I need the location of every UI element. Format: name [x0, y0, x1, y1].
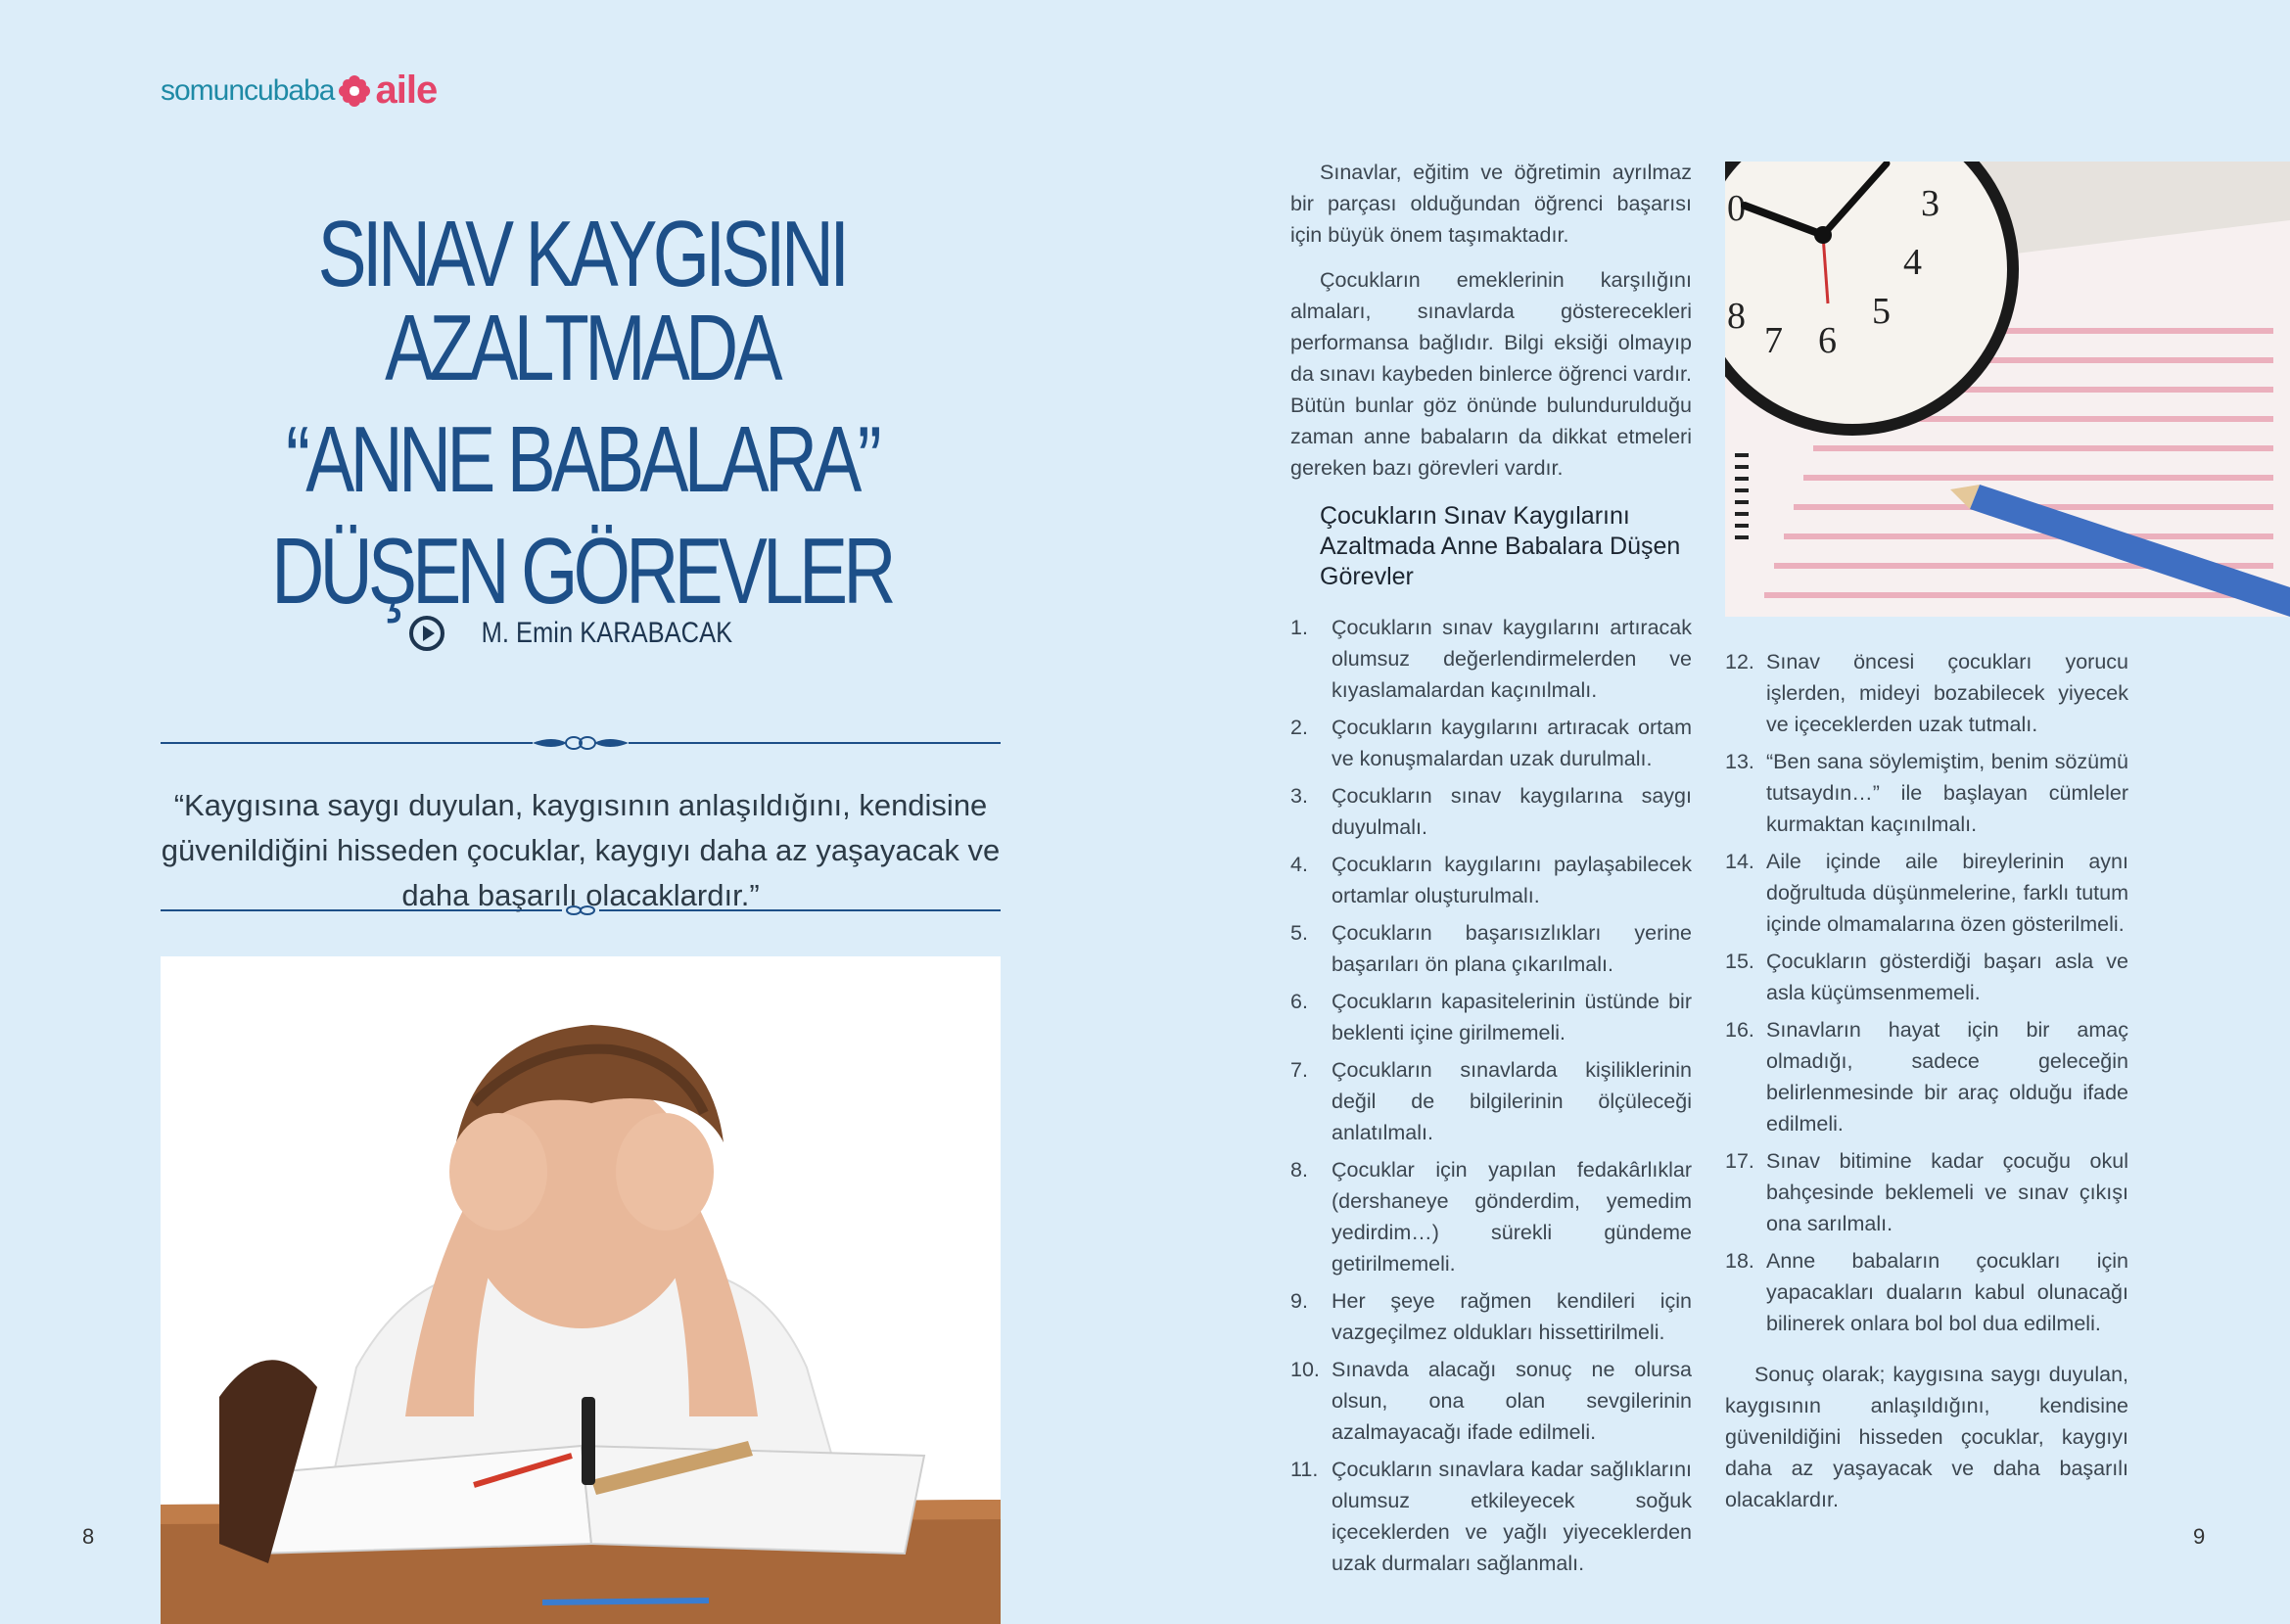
list-item-number: 7. — [1290, 1058, 1308, 1082]
list-item-text: “Ben sana söylemiştim, benim sözümü tutsaydın…” ile başlayan cümleler kurmaktan kaçınılmalı. — [1766, 750, 2128, 836]
pull-quote: “Kaygısına saygı duyulan, kaygısının anlaşıldığını, kendisine güvenildiğini hisseden çocuklar, kaygıyı daha az yaşayacak ve daha başarılı olacaklardır.” — [161, 788, 1001, 912]
list-item-text: Sınav öncesi çocukları yorucu işlerden, mideyi bozabilecek yiyecek ve içeceklerden uzak tutmalı. — [1766, 650, 2128, 736]
clock-number-7: 7 — [1764, 320, 1783, 361]
list-item — [1725, 946, 2128, 1008]
clock-exam-sheet-photo — [1725, 162, 2290, 617]
list-item-text: Çocukların başarısızlıkları yerine başarıları ön plana çıkarılmalı. — [1332, 921, 1692, 976]
list-item-number: 10. — [1290, 1358, 1320, 1381]
author-name: M. Emin KARABACAK — [481, 617, 733, 649]
list-item-number: 2. — [1290, 716, 1308, 739]
list-item-text: Sınavların hayat için bir amaç olmadığı, sadece geleceğin belirlenmesinde bir araç olduğu ifade edilmeli. — [1766, 1018, 2128, 1136]
list-item-number: 17. — [1725, 1149, 1754, 1173]
page-number-left: 8 — [82, 1524, 95, 1549]
list-item-number: 18. — [1725, 1249, 1754, 1273]
list-item — [1290, 1154, 1692, 1279]
flower-icon — [338, 74, 371, 108]
list-item-number: 13. — [1725, 750, 1754, 773]
list-item — [1725, 1014, 2128, 1139]
ornament-divider-top — [161, 733, 1001, 753]
list-item-text: Her şeye rağmen kendileri için vazgeçilmez oldukları hissettirilmeli. — [1332, 1289, 1692, 1344]
list-item-number: 1. — [1290, 616, 1308, 639]
list-item — [1725, 1145, 2128, 1239]
list-item-text: Çocukların sınavlara kadar sağlıklarını olumsuz etkileyecek soğuk içeceklerden ve yağlı yiyeceklerden uzak durmaları sağlanmalı. — [1332, 1458, 1692, 1575]
article-title — [161, 202, 1003, 636]
list-item — [1290, 1354, 1692, 1448]
list-item — [1290, 917, 1692, 980]
list-item-number: 4. — [1290, 853, 1308, 876]
list-item-text: Çocukların gösterdiği başarı asla ve asla küçümsenmemeli. — [1766, 950, 2128, 1004]
ornament-divider-bottom — [161, 901, 1001, 920]
intro-paragraph-2: Çocukların emeklerinin karşılığını almaları, sınavlarda gösterecekleri performansa bağlıdır. Bilgi eksiği olmayıp da sınavı kaybeden binlerce öğrenci vardır. Bütün bunlar göz önünde bulundurulduğu zaman anne babaların da dikkat etmeleri gereken bazı görevleri vardır. — [1290, 268, 1692, 480]
list-item-number: 3. — [1290, 784, 1308, 808]
play-circle-icon — [408, 615, 445, 652]
list-item-number: 12. — [1725, 650, 1754, 673]
list-item — [1290, 849, 1692, 911]
stressed-student-photo — [161, 956, 1001, 1624]
clock-number-5: 5 — [1872, 291, 1891, 332]
task-list-left — [1290, 612, 1692, 1579]
list-item — [1290, 712, 1692, 774]
title-line-1: SINAV KAYGISINI AZALTMADA — [317, 202, 846, 400]
list-item-text: Anne babaların çocukları için yapacakları duaların kabul olunacağı bilinerek onlara bol bol dua edilmeli. — [1766, 1249, 2128, 1335]
list-item — [1725, 746, 2128, 840]
section-subheading: Çocukların Sınav Kaygılarını Azaltmada Anne Babalara Düşen Görevler — [1320, 502, 1681, 590]
list-item-text: Çocukların sınavlarda kişiliklerinin değil de bilgilerinin ölçüleceği anlatılmalı. — [1332, 1058, 1692, 1144]
task-list-right — [1725, 646, 2128, 1339]
author-byline — [161, 615, 1003, 652]
list-item-text: Çocukların kapasitelerinin üstünde bir beklenti içine girilmemeli. — [1332, 990, 1692, 1044]
list-item-text: Çocukların sınav kaygılarına saygı duyulmalı. — [1332, 784, 1692, 839]
title-line-2: “ANNE BABALARA” — [286, 407, 877, 512]
page-number-right: 9 — [2193, 1524, 2206, 1549]
title-line-3: DÜŞEN GÖREVLER — [271, 519, 892, 624]
clock-number-0: 0 — [1727, 188, 1746, 229]
list-item-text: Çocukların sınav kaygılarını artıracak olumsuz değerlendirmelerden ve kıyaslamalardan kaçınılmalı. — [1332, 616, 1692, 702]
list-item — [1290, 1454, 1692, 1579]
list-item — [1290, 986, 1692, 1048]
list-item — [1290, 1054, 1692, 1148]
intro-paragraph-1: Sınavlar, eğitim ve öğretimin ayrılmaz bir parçası olduğundan öğrenci başarısı için büyük önem taşımaktadır. — [1290, 161, 1692, 247]
list-item — [1725, 1245, 2128, 1339]
list-item-number: 11. — [1290, 1458, 1319, 1481]
text-column-right — [1725, 646, 2128, 1529]
clock-number-6: 6 — [1818, 320, 1837, 361]
list-item-text: Çocukların kaygılarını paylaşabilecek ortamlar oluşturulmalı. — [1332, 853, 1692, 907]
list-item-text: Sınavda alacağı sonuç ne olursa olsun, ona olan sevgilerinin azalmayacağı ifade edilmeli. — [1332, 1358, 1692, 1444]
clock-number-8: 8 — [1727, 296, 1746, 337]
list-item — [1725, 846, 2128, 940]
list-item — [1725, 646, 2128, 740]
list-item-number: 16. — [1725, 1018, 1754, 1042]
list-item — [1290, 1285, 1692, 1348]
logo-aile: aile — [375, 69, 438, 112]
list-item-number: 6. — [1290, 990, 1308, 1013]
list-item — [1290, 612, 1692, 706]
clock-number-3: 3 — [1921, 183, 1939, 224]
list-item-number: 14. — [1725, 850, 1754, 873]
list-item-text: Sınav bitimine kadar çocuğu okul bahçesinde beklemeli ve sınav çıkışı ona sarılmalı. — [1766, 1149, 2128, 1235]
clock-number-4: 4 — [1903, 242, 1922, 283]
magazine-logo — [161, 69, 437, 113]
list-item-text: Çocuklar için yapılan fedakârlıklar (dershaneye gönderdim, yemedim yedirdim…) sürekli gündeme getirilmemeli. — [1332, 1158, 1692, 1276]
list-item-text: Çocukların kaygılarını artıracak ortam ve konuşmalardan uzak durulmalı. — [1332, 716, 1692, 770]
list-item-number: 5. — [1290, 921, 1308, 945]
conclusion-paragraph: Sonuç olarak; kaygısına saygı duyulan, kaygısının anlaşıldığını, kendisine güvenildiğini hisseden çocuklar, kaygıyı daha az yaşayacak ve daha başarılı olacaklardır. — [1725, 1363, 2128, 1511]
list-item-number: 15. — [1725, 950, 1754, 973]
logo-brand: somuncubaba — [161, 73, 335, 107]
list-item-number: 9. — [1290, 1289, 1308, 1313]
list-item — [1290, 780, 1692, 843]
list-item-text: Aile içinde aile bireylerinin aynı doğrultuda düşünmelerine, farklı tutum içinde olmamalarına özen gösterilmeli. — [1766, 850, 2128, 936]
text-column-middle — [1290, 157, 1692, 1585]
list-item-number: 8. — [1290, 1158, 1308, 1182]
